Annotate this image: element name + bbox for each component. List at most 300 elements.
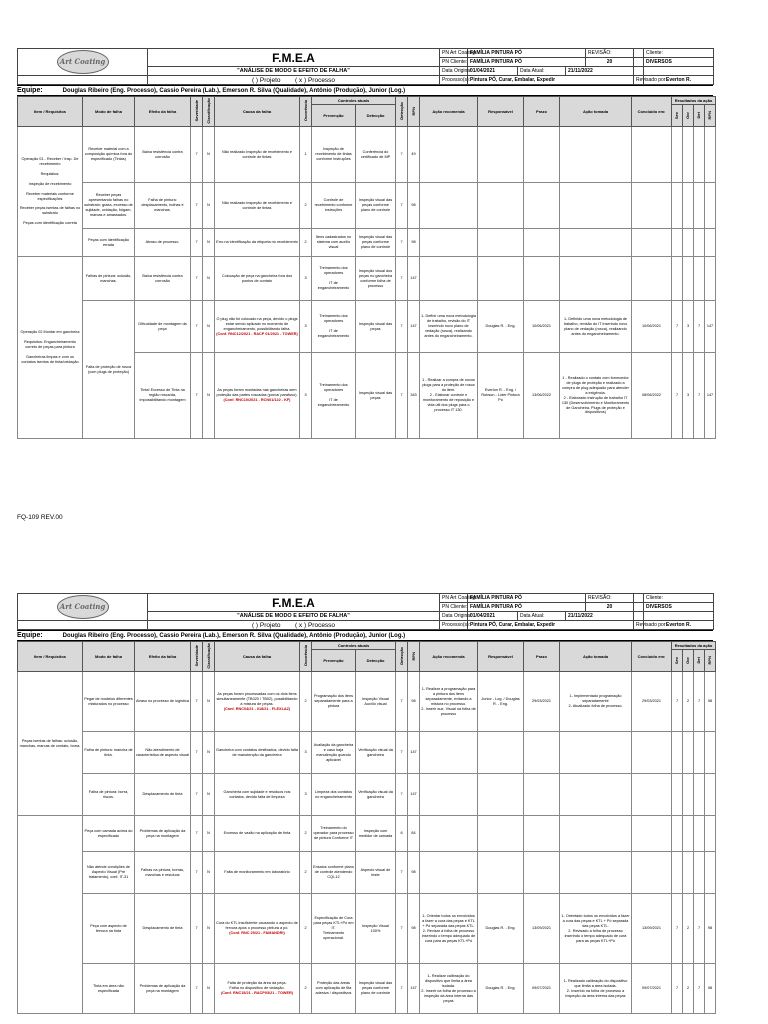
res-sev-value [672, 353, 683, 439]
efeito-da-falha-text: Desplacamento de tinta [142, 926, 183, 931]
concluido-value [632, 257, 672, 301]
res-ocr-value-text: 3 [686, 324, 690, 329]
ocorrencia-value [300, 353, 312, 439]
severidade-value [191, 229, 203, 257]
res-ocr-value [683, 229, 694, 257]
col-acao-tomada: Ação tomada [560, 642, 632, 672]
item-requisitos [18, 127, 83, 257]
prazo-value-text: 29/03/2021 [531, 699, 551, 704]
prazo-value [524, 229, 560, 257]
col-ocorrencia: Ocorrência [302, 100, 308, 122]
res-rpn-value-text: 147 [706, 324, 714, 329]
fmea-row [18, 852, 716, 894]
prevencao-value [312, 774, 356, 816]
res-ocr-value-text: 2 [686, 986, 690, 991]
col-concluido: Concluído em: [632, 642, 672, 672]
revisado-label: Revisado por: [634, 76, 644, 85]
prevencao-value [312, 229, 356, 257]
res-ocr-value [683, 353, 694, 439]
acao-recomendada-value [420, 183, 478, 229]
col-res-ocr: Ocr [685, 656, 691, 664]
revisado-value: Everton R. [644, 621, 714, 630]
col-deteccao-controle: Detecção [356, 105, 396, 127]
efeito-da-falha-text: Tinta! Excesso de Tinta na região rosca/da, impossibilitando montagem [139, 388, 186, 403]
prevencao-value-text: Itens cadastrados no sistema com auxílio visual [315, 235, 352, 250]
res-rpn-value [705, 672, 716, 732]
res-ocr-value [683, 852, 694, 894]
modo-de-falha [83, 301, 135, 439]
deteccao-controle-value-text: Aspecto visual de teste [360, 867, 391, 877]
modo-de-falha [83, 774, 135, 816]
deteccao-controle-value [356, 774, 396, 816]
res-det-value [694, 816, 705, 852]
acao-recomendada-value-text: 1- Definir uma nova metodologia de trabalho, revisão do IT inserindo novo plano de vedação (rosca), realizando antes do engancheiramento. [421, 314, 476, 339]
col-deteccao: Detecção [398, 647, 404, 665]
revisao-label: REVISÃO: [586, 49, 634, 58]
project-option: ( ) Projeto [251, 621, 281, 629]
ocorrencia-value [300, 894, 312, 964]
deteccao-controle-value [356, 127, 396, 183]
rpn-value [408, 229, 420, 257]
col-res-det: Det [696, 111, 702, 119]
severidade-value-text: 7 [195, 276, 198, 281]
acao-tomada-value [560, 672, 632, 732]
col-controles: Controles atuais [312, 97, 396, 105]
project-process-selector [148, 621, 440, 630]
col-rpn: RPN [410, 106, 416, 116]
deteccao-value-text: 7 [400, 870, 403, 875]
ocorrencia-value [300, 732, 312, 774]
severidade-value [191, 852, 203, 894]
logo-cell [18, 49, 148, 76]
prevencao-value [312, 257, 356, 301]
prazo-value [524, 732, 560, 774]
fmea-row [18, 774, 716, 816]
res-rpn-value-text: 98 [707, 986, 713, 991]
prazo-value [524, 353, 560, 439]
acao-recomendada-value [420, 852, 478, 894]
causa-da-falha-text: Falta de monitoramento em laboratório [224, 870, 290, 875]
prevencao-value-text: Programação dos itens separadamente para a pintura [313, 694, 354, 709]
prevencao-value-text: Treinamento do operador para processo de pintura Conforme IT [313, 826, 354, 841]
rpn-value [408, 774, 420, 816]
res-rpn-value [705, 229, 716, 257]
rpn-value-text: 147 [410, 750, 417, 755]
ocorrencia-value-text: 2 [304, 831, 307, 836]
equipe-label: Equipe: [17, 632, 43, 639]
rpn-value-text: 98 [411, 926, 416, 931]
classificacao-value [203, 774, 215, 816]
res-det-value-text: 7 [697, 393, 701, 398]
efeito-da-falha [135, 894, 191, 964]
col-classificacao: Classificação [205, 643, 211, 669]
res-sev-value [672, 894, 683, 964]
acao-tomada-value-text: 1- Realizado calibração do dispositivo que limita a área isolada. 2- Inserido na folha de processo a inspeção da área interna das peças [563, 978, 628, 998]
causa-da-falha-text: Gancheira com sujidade e resíduos nos contatos, devido falta de limpeza [223, 789, 291, 799]
modo-de-falha [83, 816, 135, 852]
rpn-value-text: 49 [411, 152, 416, 157]
rnc-reference: (Conf. RNC 25/21 - FAMANDRI) [229, 931, 285, 936]
prevencao-value-text: Treinamento dos operadores IT de engancheiramento [317, 383, 350, 408]
res-sev-value-text: 7 [675, 699, 679, 704]
severidade-value [191, 127, 203, 183]
res-rpn-value [705, 127, 716, 183]
rpn-value [408, 301, 420, 353]
res-ocr-value [683, 257, 694, 301]
causa-da-falha-text: As peças foram processadas com os dois itens simultaneamente (TB020 / TB02), possibilitando a mistura de peças. [216, 691, 298, 706]
modo-de-falha-text: Receber material com a composição química fora do especificado (Tintas) [84, 147, 133, 162]
deteccao-controle-value-text: Verificação visual da gancheira [358, 789, 393, 799]
modo-de-falha-text: Tinta em área não especificada [93, 983, 124, 993]
responsavel-value-text: Junior - Log. / Douglas R. - Eng. [481, 696, 520, 706]
efeito-da-falha-text: Problemas de aplicação da peça na montagem [139, 828, 186, 838]
deteccao-controle-value [356, 852, 396, 894]
deteccao-value [396, 257, 408, 301]
classificacao-value-text: N [207, 203, 210, 208]
col-responsavel: Responsável [478, 642, 524, 672]
deteccao-controle-value [356, 301, 396, 353]
prazo-value [524, 183, 560, 229]
severidade-value-text: 7 [195, 926, 198, 931]
res-rpn-value-text: 98 [707, 699, 713, 704]
classificacao-value-text: N [207, 393, 210, 398]
fmea-table-1 [17, 96, 716, 439]
causa-da-falha [215, 301, 300, 353]
ocorrencia-value [300, 774, 312, 816]
project-process-selector [148, 76, 440, 85]
acao-tomada-value-text: 1- Definido uma nova metodologia de trabalho, revisão do IT inserindo novo plano de vedação (rosca), realizando antes do engancheiramento. [563, 316, 628, 336]
deteccao-controle-value-text: Conferência do certificado de MP [360, 149, 391, 159]
res-det-value [694, 127, 705, 183]
causa-da-falha [215, 183, 300, 229]
causa-da-falha-text: O plug não foi colocado na peça, devido o plugs estar sendo aplicado no momento de engancheiramento, possibilitando falha. [216, 316, 298, 331]
responsavel-value [478, 127, 524, 183]
causa-da-falha [215, 774, 300, 816]
prazo-value [524, 964, 560, 1014]
team-line [17, 630, 713, 641]
classificacao-value [203, 229, 215, 257]
pn-cliente-label: PN Cliente: [440, 603, 468, 612]
cliente-label: Cliente: [644, 49, 714, 58]
res-det-value [694, 183, 705, 229]
efeito-da-falha [135, 672, 191, 732]
equipe-label: Equipe: [17, 87, 43, 94]
concluido-value [632, 732, 672, 774]
res-sev-value [672, 732, 683, 774]
res-sev-value [672, 301, 683, 353]
acao-tomada-value [560, 353, 632, 439]
res-det-value [694, 774, 705, 816]
responsavel-value-text: Douglas R. - Eng. [485, 926, 516, 931]
efeito-da-falha [135, 732, 191, 774]
acao-tomada-value-text: 1- Implementado programação separadamente 2- Atualizado folha de processo. [568, 694, 623, 709]
res-rpn-value [705, 964, 716, 1014]
pn-cliente-value: FAMÍLIA PINTURA PÓ [468, 603, 586, 612]
classificacao-value-text: N [207, 240, 210, 245]
rpn-value-text: 98 [411, 240, 416, 245]
prazo-value [524, 257, 560, 301]
col-responsavel: Responsável [478, 97, 524, 127]
res-det-value [694, 353, 705, 439]
processo-value: Pintura PÓ, Curar, Embalar, Expedir [468, 76, 634, 85]
res-rpn-value [705, 732, 716, 774]
severidade-value-text: 7 [195, 831, 198, 836]
ocorrencia-value-text: 1 [304, 152, 307, 157]
res-det-value [694, 964, 705, 1014]
prazo-value-text: 13/09/2021 [531, 926, 551, 931]
severidade-value [191, 774, 203, 816]
classificacao-value [203, 672, 215, 732]
cliente-label: Cliente: [644, 594, 714, 603]
severidade-value [191, 183, 203, 229]
causa-da-falha [215, 852, 300, 894]
efeito-da-falha [135, 964, 191, 1014]
rpn-value-text: 147 [410, 276, 417, 281]
modo-de-falha [83, 229, 135, 257]
res-sev-value-text: 7 [675, 324, 679, 329]
efeito-da-falha [135, 353, 191, 439]
severidade-value-text: 7 [195, 750, 198, 755]
equipe-value: Douglas Ribeiro (Eng. Processo), Cassio Pereira (Lab.), Emerson R. Silva (Qualidade), Antônio (Produção), Junior (Log.) [62, 88, 406, 94]
col-causa: Causa da falha [215, 97, 300, 127]
pn-cliente-label: PN Cliente: [440, 58, 468, 67]
responsavel-value [478, 229, 524, 257]
causa-da-falha [215, 353, 300, 439]
deteccao-controle-value-text: Inspeção com medidor de camada [358, 828, 393, 838]
causa-da-falha [215, 257, 300, 301]
prevencao-value-text: Proteção das áreas com aplicação de fita adesiva / dispositivos [315, 981, 352, 996]
causa-da-falha [215, 732, 300, 774]
causa-da-falha-text: Falta de proteção da área da peça. Falha no dispositivo de vedação. [227, 981, 287, 991]
prevencao-value-text: Treinamento dos operadores IT de engancheiramento [317, 266, 350, 291]
deteccao-value [396, 301, 408, 353]
res-sev-value [672, 852, 683, 894]
causa-da-falha [215, 894, 300, 964]
acao-recomendada-value-text: 1- Realizar calibração do dispositivo que limita a área isolada. 2- Inserir na folha de processo a inspeção da área interna das peças [421, 973, 476, 1003]
pn-art-value: FAMÍLIA PINTURA PÓ [468, 594, 586, 603]
classificacao-value-text: N [207, 831, 210, 836]
prevencao-value [312, 127, 356, 183]
revisado-label: Revisado por: [634, 621, 644, 630]
efeito-da-falha-text: Falha de pintura: desplacamento, bolhas e manchas. [141, 198, 184, 213]
deteccao-value-text: 7 [400, 986, 403, 991]
prevencao-value [312, 964, 356, 1014]
header-table [17, 48, 714, 85]
classificacao-value-text: N [207, 870, 210, 875]
classificacao-value-text: N [207, 750, 210, 755]
col-resultados: Resultados da ação [672, 97, 716, 105]
data-original-value: 01/04/2021 [468, 67, 518, 76]
ocorrencia-value [300, 852, 312, 894]
prazo-value-text: 13/06/2022 [531, 393, 551, 398]
fmea-row [18, 732, 716, 774]
col-prazo: Prazo [524, 97, 560, 127]
severidade-value-text: 7 [195, 240, 198, 245]
deteccao-controle-value-text: Verificação visual da gancheira [358, 747, 393, 757]
classificacao-value-text: N [207, 152, 210, 157]
concluido-value-text: 10/06/2021 [641, 324, 661, 329]
team-line [17, 85, 713, 96]
col-modo: Modo de falha [83, 642, 135, 672]
res-sev-value [672, 229, 683, 257]
col-res-det: Det [696, 656, 702, 664]
col-deteccao: Detecção [398, 102, 404, 120]
concluido-value [632, 672, 672, 732]
deteccao-controle-value [356, 183, 396, 229]
processo-value: Pintura PÓ, Curar, Embalar, Expedir [468, 621, 634, 630]
modo-de-falha [83, 183, 135, 229]
ocorrencia-value [300, 964, 312, 1014]
classificacao-value-text: N [207, 792, 210, 797]
res-det-value-text: 7 [697, 926, 701, 931]
fmea-page-1 [17, 48, 713, 439]
res-det-value [694, 229, 705, 257]
res-det-value [694, 672, 705, 732]
res-rpn-value [705, 816, 716, 852]
deteccao-value [396, 852, 408, 894]
ocorrencia-value-text: 2 [304, 870, 307, 875]
res-rpn-value-text: 98 [707, 926, 713, 931]
res-ocr-value-text: 3 [686, 393, 690, 398]
acao-recomendada-value-text: 1- Realizar a programação para a pintura dos itens separadamente, evitando a mistura no processo. 2- Inserir aux. Visual na folha de processo [421, 686, 476, 716]
res-sev-value [672, 672, 683, 732]
deteccao-controle-value [356, 353, 396, 439]
causa-da-falha-text: As peças foram montadas nas gancheiras sem proteção das partes roscadas (porca/ parafuso). [216, 388, 298, 398]
rpn-value-text: 147 [410, 986, 417, 991]
prevencao-value-text: Avaliação da gancheira e caso haja manutenção quando aplicável [313, 742, 354, 762]
prevencao-value [312, 183, 356, 229]
rpn-value-text: 98 [411, 699, 416, 704]
concluido-value-text: 08/06/2022 [641, 393, 661, 398]
res-rpn-value [705, 353, 716, 439]
rpn-value-text: 147 [410, 324, 417, 329]
ocorrencia-value-text: 2 [304, 203, 307, 208]
deteccao-controle-value-text: Inspeção visual das peças conforme plano de controle [358, 981, 393, 996]
rnc-reference: (Conf. RNC10/2021 - RCN01/122 - KF) [223, 398, 291, 403]
responsavel-value [478, 257, 524, 301]
severidade-value-text: 7 [195, 986, 198, 991]
prazo-value [524, 894, 560, 964]
prazo-value-text: 09/07/2021 [531, 986, 551, 991]
col-rpn: RPN [410, 651, 416, 661]
cliente-value: DIVERSOS [644, 603, 714, 612]
severidade-value [191, 816, 203, 852]
cliente-value: DIVERSOS [644, 58, 714, 67]
severidade-value-text: 7 [195, 699, 198, 704]
efeito-da-falha-text: Baixa resistência contra corrosão [142, 149, 183, 159]
item-requisitos-text: Peças isentas de falhas: oclusão, manchas, marcas de contato, borra. [19, 738, 81, 748]
acao-recomendada-value [420, 774, 478, 816]
severidade-value [191, 672, 203, 732]
res-rpn-value-text: 147 [706, 393, 714, 398]
res-sev-value [672, 257, 683, 301]
res-sev-value [672, 964, 683, 1014]
responsavel-value [478, 353, 524, 439]
col-res-rpn: RPN [707, 655, 713, 665]
responsavel-value [478, 852, 524, 894]
prevencao-value [312, 852, 356, 894]
res-ocr-value [683, 732, 694, 774]
deteccao-value [396, 229, 408, 257]
res-sev-value-text: 7 [675, 986, 679, 991]
rpn-value [408, 672, 420, 732]
classificacao-value-text: N [207, 926, 210, 931]
ocorrencia-value-text: 3 [304, 393, 307, 398]
deteccao-value-text: 7 [400, 324, 403, 329]
concluido-value [632, 774, 672, 816]
modo-de-falha-text: Falha de pintura: mancha de tinta. [84, 747, 133, 757]
modo-de-falha-text: Falha de pintura: borra, riscos. [88, 789, 129, 799]
res-ocr-value-text: 2 [686, 699, 690, 704]
fmea-row [18, 964, 716, 1014]
deteccao-controle-value [356, 816, 396, 852]
acao-recomendada-value [420, 672, 478, 732]
responsavel-value [478, 816, 524, 852]
res-det-value [694, 732, 705, 774]
deteccao-controle-value [356, 229, 396, 257]
concluido-value [632, 852, 672, 894]
deteccao-controle-value [356, 732, 396, 774]
concluido-value [632, 301, 672, 353]
col-ocorrencia: Ocorrência [302, 645, 308, 667]
deteccao-controle-value-text: Inspeção visual das peças conforme plano de controle [358, 198, 393, 213]
modo-de-falha-text: Falhas de pintura: oclusão, manchas. [85, 273, 132, 283]
severidade-value [191, 894, 203, 964]
acao-tomada-value [560, 257, 632, 301]
acao-recomendada-value [420, 964, 478, 1014]
deteccao-value [396, 894, 408, 964]
causa-da-falha [215, 229, 300, 257]
rpn-value-text: 147 [410, 792, 417, 797]
modo-de-falha-text: Peça com camada acima do especificado [84, 828, 133, 838]
classificacao-value [203, 183, 215, 229]
acao-recomendada-value [420, 353, 478, 439]
fmea-row [18, 816, 716, 852]
deteccao-value-text: 7 [400, 393, 403, 398]
rpn-value [408, 127, 420, 183]
efeito-da-falha [135, 257, 191, 301]
equipe-value: Douglas Ribeiro (Eng. Processo), Cassio Pereira (Lab.), Emerson R. Silva (Qualidade), Antônio (Produção), Junior (Log.) [62, 633, 406, 639]
deteccao-controle-value-text: Inspeção Visual 100% [362, 923, 389, 933]
res-ocr-value [683, 894, 694, 964]
efeito-da-falha-text: Atraso no processo de logística [136, 699, 189, 704]
res-ocr-value [683, 183, 694, 229]
prazo-value-text: 10/06/2021 [531, 324, 551, 329]
acao-recomendada-value [420, 229, 478, 257]
deteccao-controle-value [356, 257, 396, 301]
responsavel-value [478, 183, 524, 229]
col-severidade: Severidade [193, 645, 199, 667]
ocorrencia-value-text: 3 [304, 750, 307, 755]
fmea-row [18, 301, 716, 353]
efeito-da-falha [135, 183, 191, 229]
prevencao-value [312, 353, 356, 439]
efeito-da-falha-text: Atraso de processo. [145, 240, 180, 245]
acao-tomada-value [560, 852, 632, 894]
pn-cliente-value: FAMÍLIA PINTURA PÓ [468, 58, 586, 67]
fmea-row [18, 229, 716, 257]
acao-tomada-value [560, 183, 632, 229]
pn-art-label: PN Art Coating: [440, 594, 468, 603]
item-requisitos [18, 816, 83, 1014]
ocorrencia-value [300, 229, 312, 257]
concluido-value [632, 127, 672, 183]
classificacao-value [203, 964, 215, 1014]
acao-tomada-value [560, 816, 632, 852]
modo-de-falha-text: Falta de proteção de rosca (com plugs de proteção) [85, 364, 132, 374]
classificacao-value [203, 852, 215, 894]
res-det-value-text: 7 [697, 324, 701, 329]
